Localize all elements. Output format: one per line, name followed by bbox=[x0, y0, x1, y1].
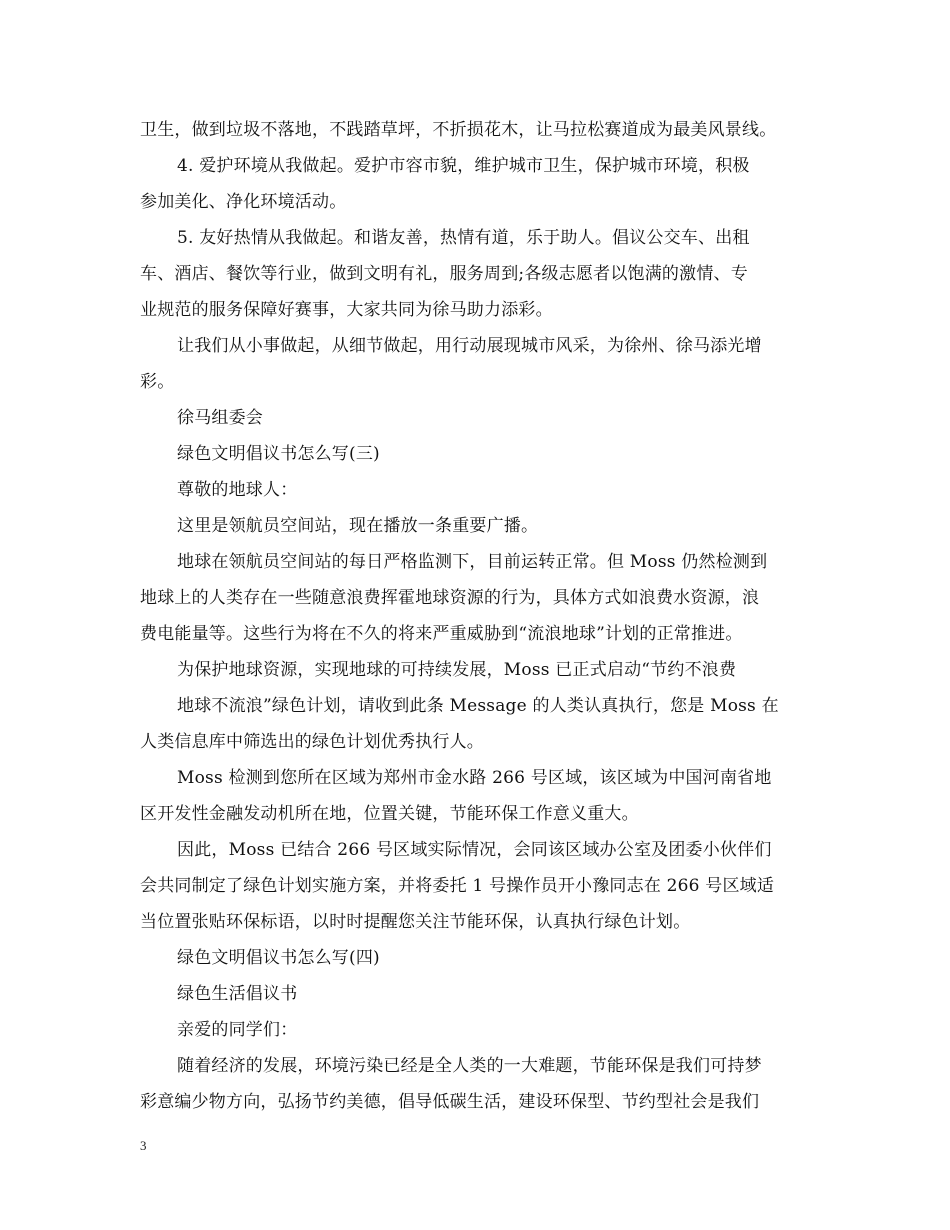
text-line: 地球不流浪”绿色计划，请收到此条 Message 的人类认真执行，您是 Moss 在 bbox=[177, 696, 779, 716]
text-line: 彩意编少物方向，弘扬节约美德，倡导低碳生活，建设环保型、节约型社会是我们 bbox=[140, 1092, 760, 1112]
text-line: 区开发性金融发动机所在地，位置关键，节能环保工作意义重大。 bbox=[140, 804, 639, 824]
text-line: 随着经济的发展，环境污染已经是全人类的一大难题，节能环保是我们可持梦 bbox=[177, 1056, 762, 1076]
text-line: Moss 检测到您所在区域为郑州市金水路 266 号区域，该区域为中国河南省地 bbox=[177, 768, 772, 788]
text-line: 人类信息库中筛选出的绿色计划优秀执行人。 bbox=[140, 732, 484, 752]
text-line: 业规范的服务保障好赛事，大家共同为徐马助力添彩。 bbox=[140, 300, 553, 320]
text-line: 亲爱的同学们： bbox=[177, 1020, 298, 1040]
text-line: 彩。 bbox=[140, 372, 175, 392]
document-body bbox=[140, 112, 810, 1120]
text-line: 这里是领航员空间站，现在播放一条重要广播。 bbox=[177, 516, 539, 536]
text-line: 地球在领航员空间站的每日严格监测下，目前运转正常。但 Moss 仍然检测到 bbox=[177, 552, 768, 572]
text-line: 5. 友好热情从我做起。和谐友善，热情有道，乐于助人。倡议公交车、出租 bbox=[177, 228, 750, 248]
page-number: 3 bbox=[140, 1138, 147, 1153]
text-line: 车、酒店、餐饮等行业，做到文明有礼，服务周到;各级志愿者以饱满的激情、专 bbox=[140, 264, 748, 284]
text-line: 绿色文明倡议书怎么写(四) bbox=[177, 948, 380, 968]
text-line: 参加美化、净化环境活动。 bbox=[140, 192, 347, 212]
text-line: 卫生，做到垃圾不落地，不践踏草坪，不折损花木，让马拉松赛道成为最美风景线。 bbox=[140, 120, 777, 140]
text-line: 徐马组委会 bbox=[177, 408, 263, 428]
text-line: 尊敬的地球人： bbox=[177, 480, 298, 500]
text-line: 绿色文明倡议书怎么写(三) bbox=[177, 444, 380, 464]
text-line: 费电能量等。这些行为将在不久的将来严重威胁到“流浪地球”计划的正常推进。 bbox=[140, 624, 743, 644]
text-line: 绿色生活倡议书 bbox=[177, 984, 298, 1004]
text-line: 会共同制定了绿色计划实施方案，并将委托 1 号操作员开小豫同志在 266 号区域适 bbox=[140, 876, 775, 896]
text-line: 因此，Moss 已结合 266 号区域实际情况，会同该区域办公室及团委小伙伴们 bbox=[177, 840, 772, 860]
text-line: 让我们从小事做起，从细节做起，用行动展现城市风采，为徐州、徐马添光增 bbox=[177, 336, 762, 356]
text-line: 为保护地球资源，实现地球的可持续发展，Moss 已正式启动“节约不浪费 bbox=[177, 660, 737, 680]
text-line: 当位置张贴环保标语，以时时提醒您关注节能环保，认真执行绿色计划。 bbox=[140, 912, 691, 932]
text-line: 4. 爱护环境从我做起。爱护市容市貌，维护城市卫生，保护城市环境，积极 bbox=[177, 156, 750, 176]
text-line: 地球上的人类存在一些随意浪费挥霍地球资源的行为，具体方式如浪费水资源，浪 bbox=[140, 588, 760, 608]
